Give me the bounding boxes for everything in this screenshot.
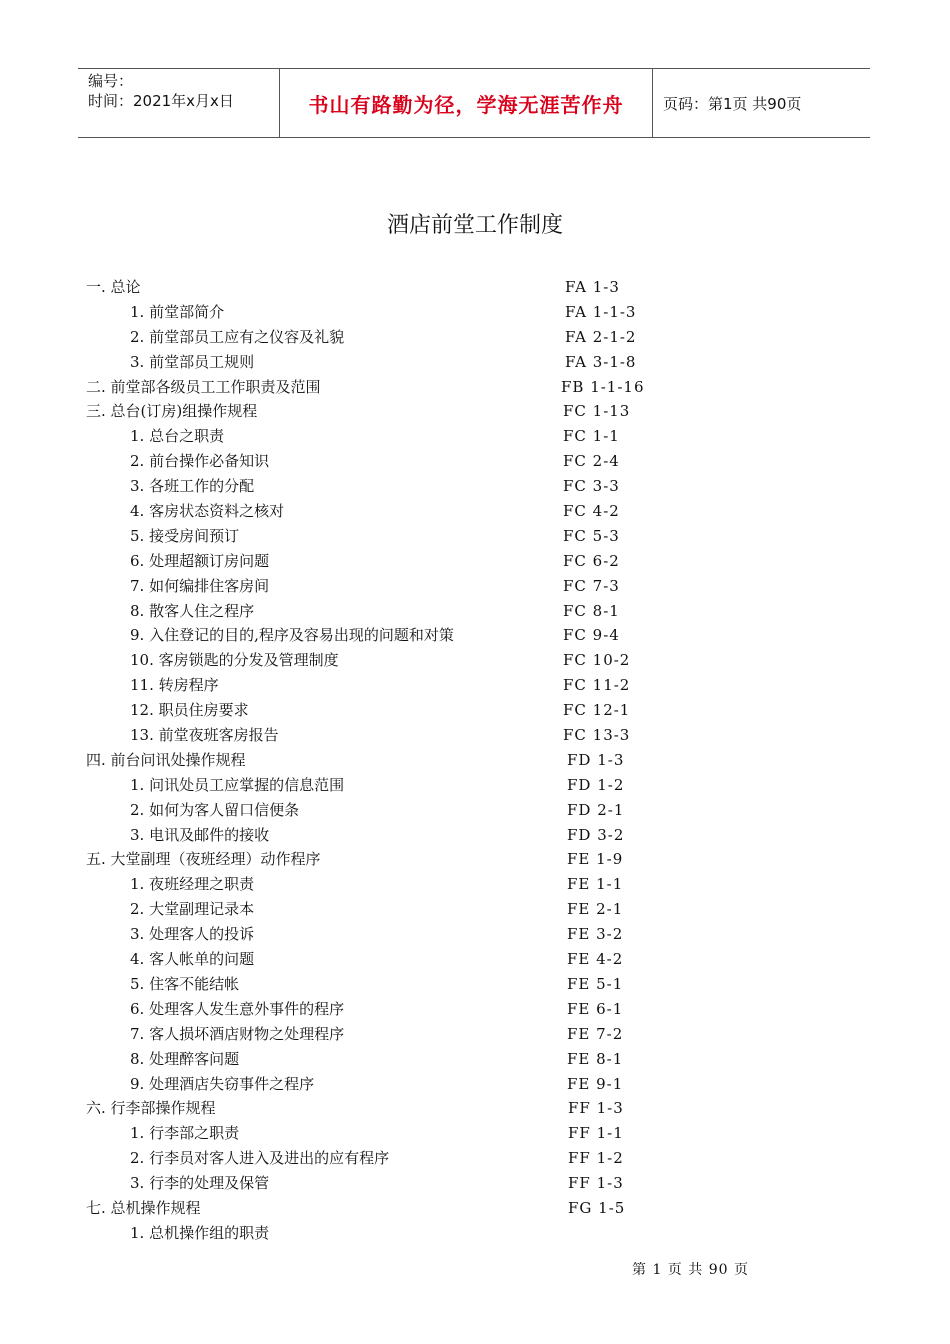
toc-page-code: FE 5-1 [567, 974, 624, 993]
toc-page-code: FE 3-2 [567, 925, 624, 944]
page-header [78, 68, 870, 138]
toc-entry [0, 499, 950, 524]
toc-page-code: FC 10-2 [563, 651, 631, 670]
toc-entry [0, 947, 950, 972]
toc-page-code: FA 3-1-8 [565, 352, 637, 371]
toc-entry [0, 773, 950, 798]
toc-entry [0, 549, 950, 574]
toc-page-code: FC 7-3 [563, 576, 620, 595]
toc-entry [0, 275, 950, 300]
toc-section-title: 二. 前堂部各级员工工作职责及范围 [86, 377, 321, 396]
toc-item-title: 3. 各班工作的分配 [130, 477, 255, 496]
toc-item-title: 1. 前堂部简介 [130, 302, 225, 321]
toc-page-code: FC 6-2 [563, 551, 620, 570]
toc-entry [0, 673, 950, 698]
toc-entry [0, 972, 950, 997]
toc-entry [0, 872, 950, 897]
toc-page-code: FC 11-2 [563, 676, 631, 695]
toc-page-code: FE 2-1 [567, 900, 624, 919]
toc-entry [0, 648, 950, 673]
toc-page-code: FF 1-3 [568, 1099, 624, 1118]
toc-item-title: 3. 电讯及邮件的接收 [130, 825, 270, 844]
toc-page-code: FG 1-5 [568, 1198, 626, 1217]
toc-section-title: 五. 大堂副理（夜班经理）动作程序 [86, 850, 321, 869]
toc-entry [0, 375, 950, 400]
toc-entry [0, 748, 950, 773]
toc-page-code: FE 7-2 [567, 1024, 624, 1043]
table-of-contents [0, 275, 950, 1246]
header-motto-cell [280, 69, 653, 137]
toc-entry [0, 897, 950, 922]
header-page-cell [653, 69, 870, 137]
toc-page-code: FE 8-1 [567, 1049, 624, 1068]
toc-item-title: 1. 夜班经理之职责 [130, 875, 255, 894]
toc-page-code: FE 1-1 [567, 875, 624, 894]
toc-entry [0, 623, 950, 648]
toc-entry [0, 1221, 950, 1246]
header-motto: 书山有路勤为径，学海无涯苦作舟 [308, 92, 624, 117]
toc-item-title: 10. 客房锁匙的分发及管理制度 [130, 651, 339, 670]
header-page-info: 页码：第1页 共90页 [663, 94, 802, 113]
toc-item-title: 1. 总机操作组的职责 [130, 1223, 270, 1242]
toc-page-code: FE 1-9 [567, 850, 624, 869]
toc-item-title: 7. 如何编排住客房间 [130, 576, 270, 595]
toc-entry [0, 847, 950, 872]
toc-entry [0, 449, 950, 474]
toc-page-code: FC 13-3 [563, 726, 631, 745]
toc-page-code: FD 2-1 [567, 800, 625, 819]
toc-page-code: FE 6-1 [567, 999, 624, 1018]
toc-page-code: FD 1-3 [567, 750, 625, 769]
toc-entry [0, 599, 950, 624]
toc-page-code: FC 3-3 [563, 477, 620, 496]
toc-item-title: 6. 处理客人发生意外事件的程序 [130, 999, 345, 1018]
document-time-label: 时间：2021年x月x日 [88, 92, 234, 110]
toc-page-code: FD 3-2 [567, 825, 625, 844]
toc-item-title: 9. 入住登记的目的,程序及容易出现的问题和对策 [130, 626, 454, 645]
toc-entry [0, 1096, 950, 1121]
toc-page-code: FF 1-1 [568, 1124, 624, 1143]
toc-entry [0, 350, 950, 375]
toc-entry [0, 524, 950, 549]
toc-item-title: 1. 问讯处员工应掌握的信息范围 [130, 775, 345, 794]
toc-entry [0, 424, 950, 449]
toc-item-title: 7. 客人损坏酒店财物之处理程序 [130, 1024, 345, 1043]
toc-item-title: 2. 行李员对客人进入及进出的应有程序 [130, 1149, 390, 1168]
toc-entry [0, 325, 950, 350]
toc-page-code: FC 12-1 [563, 701, 631, 720]
toc-section-title: 七. 总机操作规程 [86, 1198, 201, 1217]
toc-page-code: FC 9-4 [563, 626, 620, 645]
toc-entry [0, 997, 950, 1022]
toc-item-title: 9. 处理酒店失窃事件之程序 [130, 1074, 315, 1093]
toc-entry [0, 574, 950, 599]
toc-item-title: 8. 处理醉客问题 [130, 1049, 240, 1068]
toc-section-title: 六. 行李部操作规程 [86, 1099, 216, 1118]
toc-section-title: 四. 前台问讯处操作规程 [86, 750, 246, 769]
toc-item-title: 2. 大堂副理记录本 [130, 900, 255, 919]
toc-item-title: 4. 客房状态资料之核对 [130, 502, 285, 521]
document-number-label: 编号： [88, 72, 134, 90]
toc-entry [0, 1047, 950, 1072]
toc-entry [0, 1171, 950, 1196]
toc-page-code: FB 1-1-16 [561, 377, 645, 396]
toc-item-title: 1. 行李部之职责 [130, 1124, 240, 1143]
toc-entry [0, 1196, 950, 1221]
toc-section-title: 一. 总论 [86, 278, 141, 296]
toc-entry [0, 399, 950, 424]
toc-item-title: 6. 处理超额订房问题 [130, 551, 270, 570]
toc-item-title: 12. 职员住房要求 [130, 701, 249, 720]
toc-page-code: FC 5-3 [563, 526, 620, 545]
toc-entry [0, 723, 950, 748]
toc-page-code: FA 1-1-3 [565, 302, 637, 321]
toc-item-title: 5. 住客不能结帐 [130, 974, 240, 993]
toc-item-title: 2. 前台操作必备知识 [130, 452, 270, 471]
toc-entry [0, 823, 950, 848]
toc-entry [0, 922, 950, 947]
document-title: 酒店前堂工作制度 [386, 213, 563, 238]
toc-page-code: FC 1-1 [563, 427, 620, 446]
toc-item-title: 2. 如何为客人留口信便条 [130, 800, 300, 819]
toc-entry [0, 1072, 950, 1097]
toc-section-title: 三. 总台(订房)组操作规程 [86, 402, 258, 421]
toc-item-title: 3. 处理客人的投诉 [130, 925, 255, 944]
toc-entry [0, 798, 950, 823]
toc-item-title: 4. 客人帐单的问题 [130, 950, 255, 969]
toc-entry [0, 474, 950, 499]
toc-page-code: FE 9-1 [567, 1074, 624, 1093]
toc-item-title: 3. 行李的处理及保管 [130, 1174, 270, 1193]
toc-page-code: FC 8-1 [563, 601, 620, 620]
toc-page-code: FA 1-3 [565, 278, 620, 296]
toc-item-title: 8. 散客人住之程序 [130, 601, 255, 620]
toc-page-code: FE 4-2 [567, 950, 624, 969]
toc-page-code: FC 1-13 [563, 402, 631, 421]
toc-entry [0, 1121, 950, 1146]
toc-page-code: FD 1-2 [567, 775, 625, 794]
toc-page-code: FA 2-1-2 [565, 327, 637, 346]
toc-entry [0, 1146, 950, 1171]
toc-item-title: 5. 接受房间预订 [130, 526, 240, 545]
toc-page-code: FC 2-4 [563, 452, 620, 471]
toc-page-code: FC 4-2 [563, 502, 620, 521]
toc-item-title: 2. 前堂部员工应有之仪容及礼貌 [130, 327, 345, 346]
toc-item-title: 3. 前堂部员工规则 [130, 352, 255, 371]
toc-item-title: 1. 总台之职责 [130, 427, 225, 446]
toc-entry [0, 1022, 950, 1047]
toc-item-title: 13. 前堂夜班客房报告 [130, 726, 279, 745]
header-meta [78, 69, 280, 137]
toc-entry [0, 698, 950, 723]
toc-item-title: 11. 转房程序 [130, 676, 219, 695]
toc-page-code: FF 1-3 [568, 1174, 624, 1193]
toc-entry [0, 300, 950, 325]
page-footer: 第 1 页 共 90 页 [632, 1262, 749, 1278]
toc-page-code: FF 1-2 [568, 1149, 624, 1168]
